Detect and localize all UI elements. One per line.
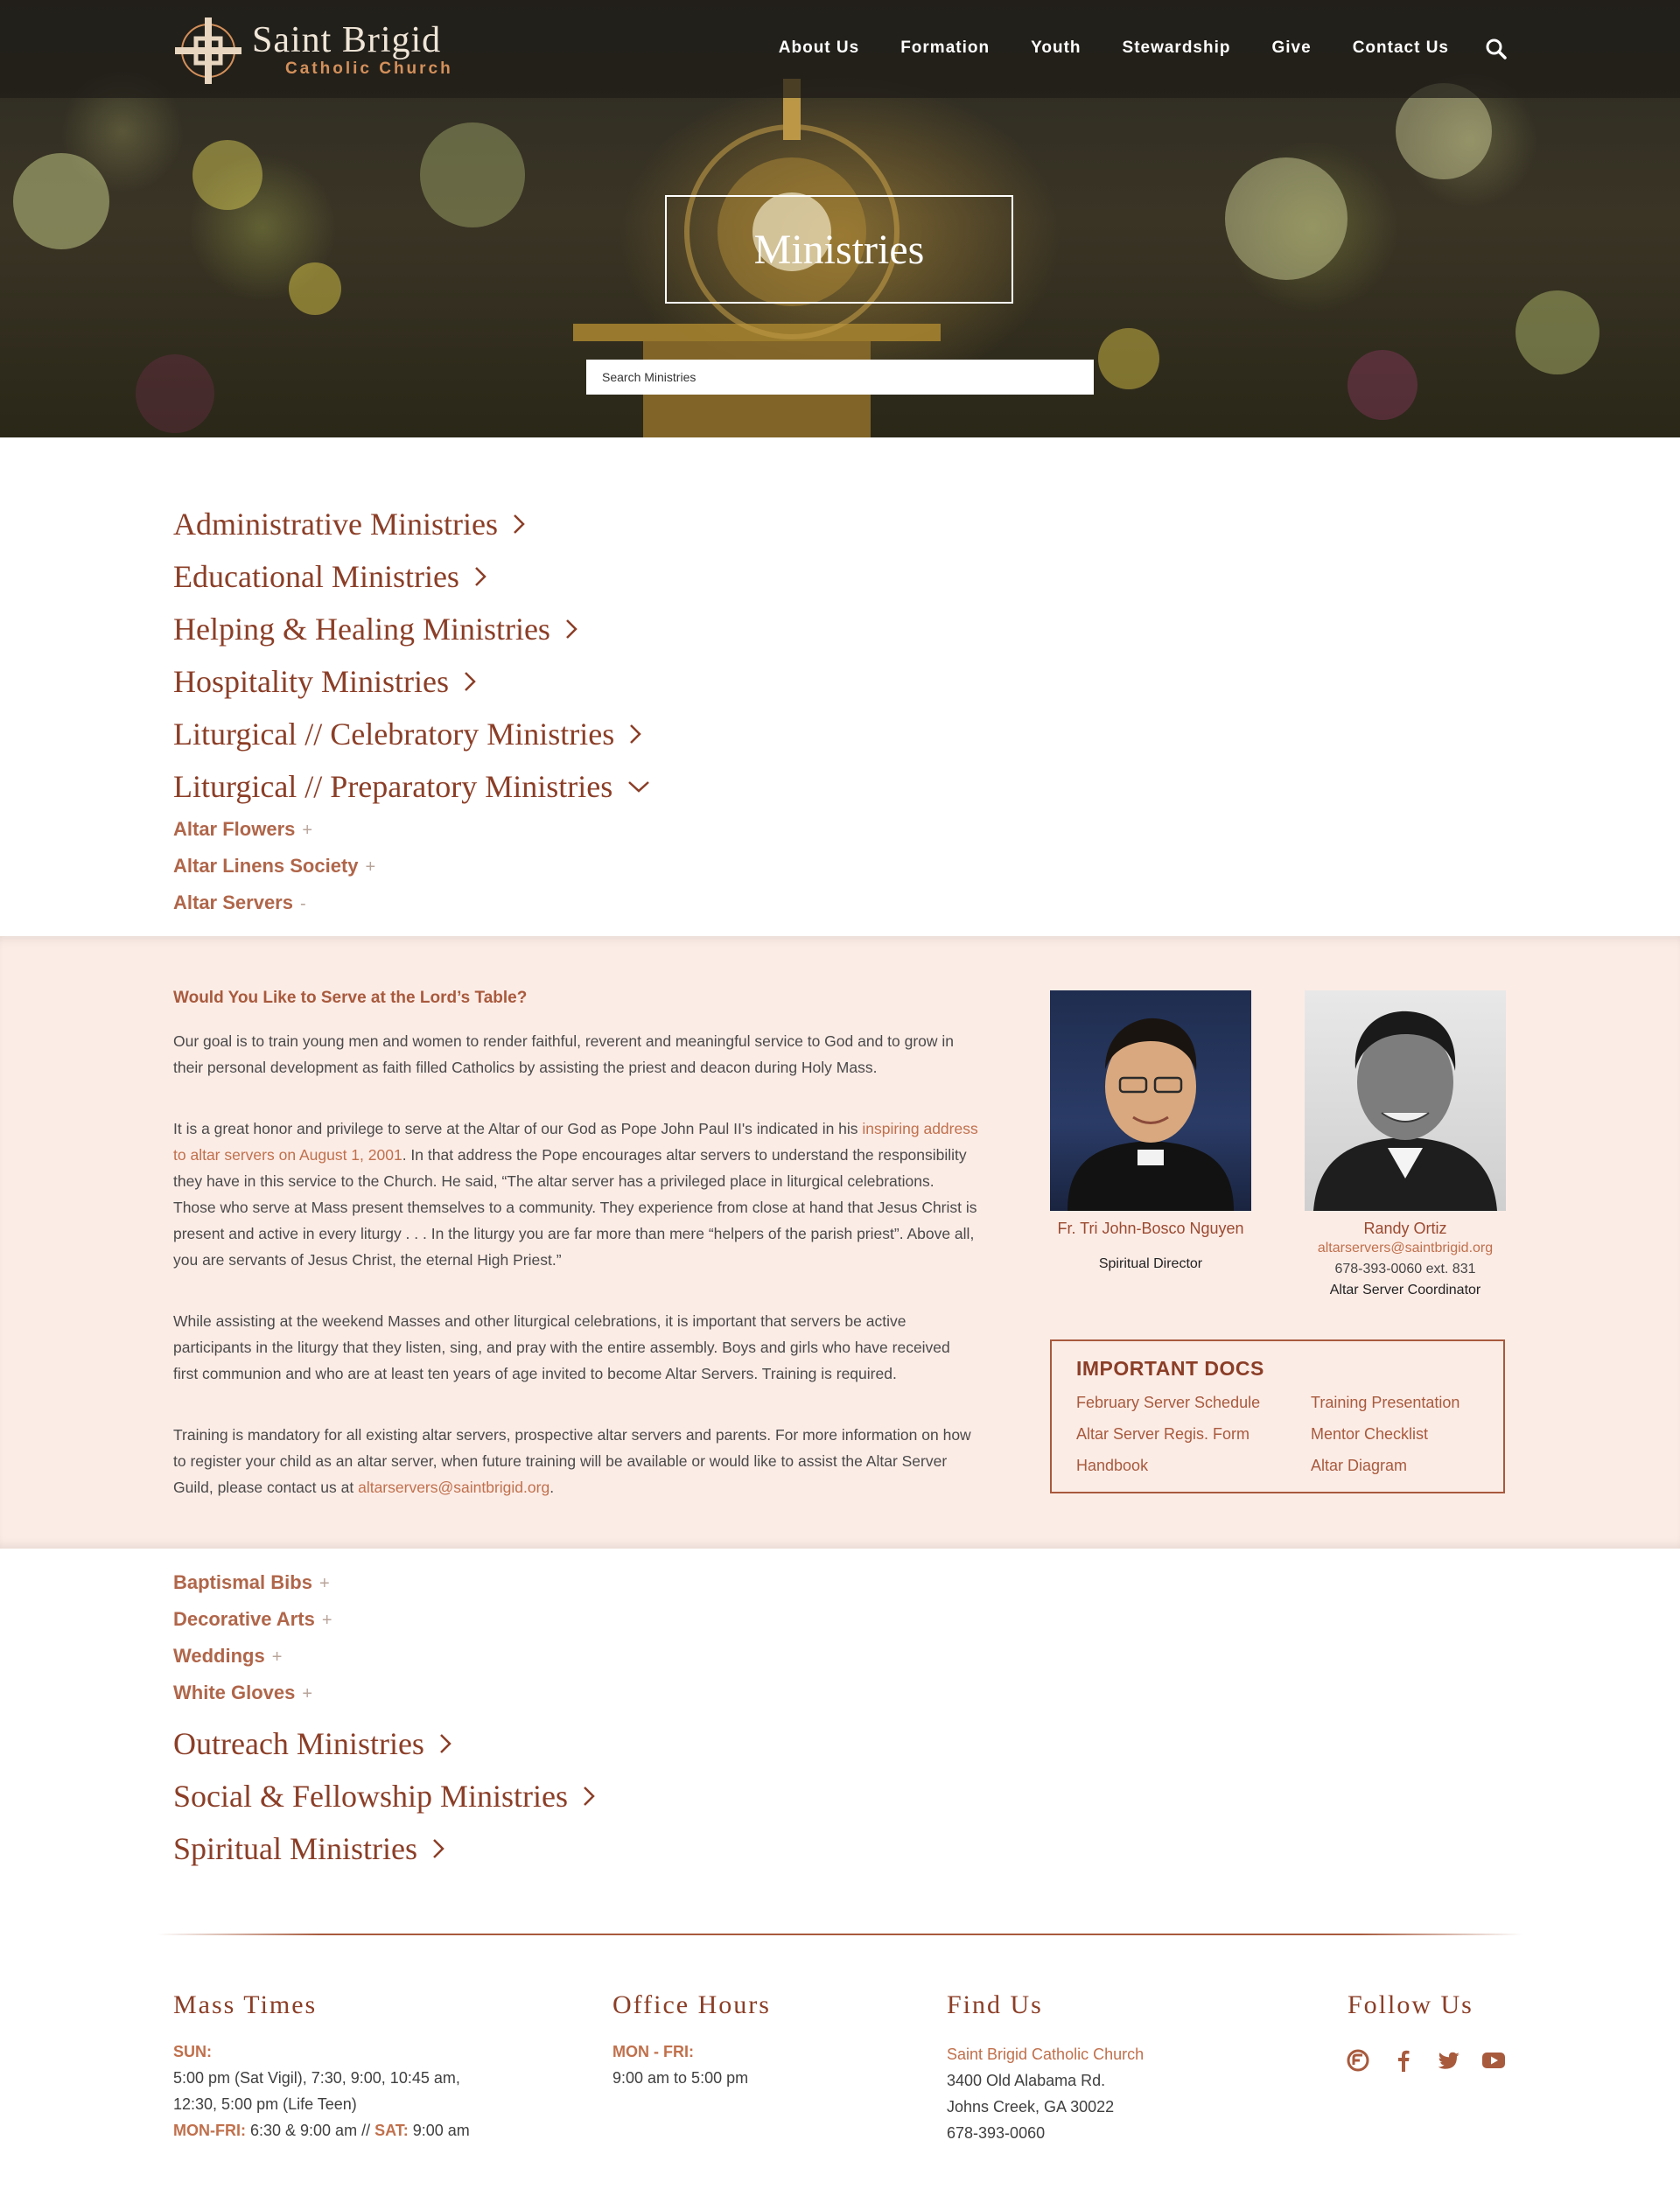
expand-icon: + [302, 1684, 313, 1703]
top-navigation-bar [0, 0, 1680, 98]
doc-link[interactable]: Handbook [1076, 1457, 1149, 1474]
doc-link[interactable]: Training Presentation [1311, 1394, 1460, 1411]
paragraph-assisting: While assisting at the weekend Masses and other liturgical celebrations, it is important that servers be active participants in the liturgy that they listen, sing, and pray with the entire assembly. Boys and girls who have received first communion and who are at least ten years of age invited to become Altar Servers. Training is required. [173, 1312, 950, 1382]
ministry-label: Decorative Arts [173, 1608, 315, 1630]
category-label: Liturgical // Preparatory Ministries [173, 769, 613, 804]
portrait-photo [1305, 990, 1506, 1211]
ministry-altar-servers[interactable] [173, 892, 306, 914]
panel-heading: Would You Like to Serve at the Lord’s Table? [173, 989, 528, 1007]
category-label: Administrative Ministries [173, 507, 498, 542]
nav-formation[interactable]: Formation [900, 38, 990, 57]
search-icon[interactable] [1485, 38, 1508, 60]
ministry-label: Altar Linens Society [173, 855, 359, 877]
nav-about-us[interactable]: About Us [778, 38, 860, 57]
footer-follow-us-title: Follow Us [1348, 1990, 1474, 2019]
brigid-cross-icon [173, 16, 243, 86]
category-helping-healing[interactable] [173, 611, 578, 647]
category-administrative[interactable] [173, 506, 526, 542]
category-liturgical-celebratory[interactable] [173, 716, 642, 752]
category-label: Hospitality Ministries [173, 664, 449, 699]
expand-icon: + [271, 1647, 283, 1667]
brand-subtitle: Catholic Church [285, 59, 453, 78]
paragraph-text: It is a great honor and privilege to serve at the Altar of our God as Pope John Paul II's indicated in his [173, 1120, 863, 1137]
ministry-altar-flowers[interactable] [173, 818, 312, 841]
mass-times-block [173, 2039, 470, 2144]
doc-link[interactable]: Mentor Checklist [1311, 1425, 1429, 1443]
email-link[interactable]: altarservers@saintbrigid.org [358, 1479, 550, 1496]
chevron-right-icon [438, 1731, 452, 1756]
paragraph-training [173, 1422, 978, 1500]
doc-link[interactable]: Altar Diagram [1311, 1457, 1408, 1474]
expand-icon: + [321, 1611, 332, 1630]
chevron-right-icon [431, 1836, 445, 1861]
expand-icon: + [318, 1574, 330, 1593]
chevron-right-icon [463, 669, 477, 694]
person-name: Fr. Tri John-Bosco Nguyen [1057, 1220, 1244, 1237]
ministry-label: Baptismal Bibs [173, 1571, 312, 1593]
footer-find-us-title: Find Us [947, 1990, 1043, 2019]
address-line-1: 3400 Old Alabama Rd. [947, 2072, 1106, 2089]
avatar-fr-tri [1050, 990, 1251, 1211]
doc-link[interactable]: Altar Server Regis. Form [1076, 1425, 1250, 1443]
address-block [947, 2041, 1144, 2146]
hero-banner [0, 0, 1680, 437]
monfri-times: 6:30 & 9:00 am // [245, 2122, 375, 2139]
footer-mass-times-title: Mass Times [173, 1990, 318, 2019]
phone-number: 678-393-0060 [947, 2124, 1046, 2142]
chevron-right-icon [582, 1784, 596, 1808]
nav-youth[interactable]: Youth [1031, 38, 1082, 57]
nav-stewardship[interactable]: Stewardship [1122, 38, 1231, 57]
important-docs-box [1050, 1339, 1505, 1493]
category-spiritual[interactable] [173, 1830, 445, 1867]
monfri-label: MON-FRI: [173, 2122, 246, 2139]
ministry-decorative-arts[interactable] [173, 1608, 332, 1631]
address-line-2: Johns Creek, GA 30022 [947, 2098, 1115, 2116]
search-ministries-input[interactable] [586, 360, 1094, 395]
category-label: Educational Ministries [173, 559, 459, 594]
chevron-right-icon [628, 722, 642, 746]
address-link[interactable]: inspiring address to altar servers on August 1, 2001 [173, 1120, 978, 1164]
main-nav [738, 38, 1449, 63]
expand-icon: + [365, 857, 376, 877]
brand-name: Saint Brigid [252, 20, 442, 60]
paragraph-text: . [550, 1479, 555, 1496]
office-days-label: MON - FRI: [612, 2043, 694, 2060]
ministry-label: Weddings [173, 1645, 265, 1667]
portrait-photo [1050, 990, 1251, 1211]
chevron-right-icon [473, 564, 487, 589]
avatar-randy-ortiz [1305, 990, 1506, 1211]
ministry-label: Altar Flowers [173, 818, 296, 840]
flocknote-icon[interactable] [1345, 2047, 1371, 2074]
nav-give[interactable]: Give [1271, 38, 1312, 57]
ministry-altar-linens-society[interactable] [173, 855, 375, 878]
person-name: Randy Ortiz [1363, 1220, 1447, 1237]
ministry-white-gloves[interactable] [173, 1682, 312, 1704]
category-label: Helping & Healing Ministries [173, 612, 550, 647]
person-role: Spiritual Director [1098, 1256, 1203, 1271]
sat-times: 9:00 am [408, 2122, 470, 2139]
category-outreach[interactable] [173, 1725, 452, 1762]
nav-contact-us[interactable]: Contact Us [1352, 38, 1449, 57]
category-label: Outreach Ministries [173, 1726, 424, 1761]
office-hours-block [612, 2039, 748, 2091]
person-email-link[interactable]: altarservers@saintbrigid.org [1317, 1241, 1494, 1255]
twitter-icon[interactable] [1436, 2047, 1462, 2074]
paragraph-text: . In that address the Pope encourages altar servers to understand the responsibility they have in this service to the Church. He said, “The altar server has a privileged place in liturgical celebrations. Those who serve at Mass present themselves to a community. They experience from close at hand that Jesus Christ is present and active in every liturgy . . . In the liturgy you are far more than mere “helpers of the parish priest”. Above all, you are servants of Jesus Christ, the eternal High Priest.” [173, 1146, 977, 1269]
paragraph-text: Training is mandatory for all existing altar servers, prospective altar servers and parents. For more information on how to register your child as an altar server, when future training will be available or would like to assist the Altar Server Guild, please contact us at [173, 1426, 971, 1496]
sun-label: SUN: [173, 2043, 212, 2060]
altar-servers-panel [0, 936, 1680, 1549]
footer-divider [158, 1934, 1522, 1935]
church-name-link[interactable]: Saint Brigid Catholic Church [947, 2046, 1144, 2063]
category-label: Social & Fellowship Ministries [173, 1779, 569, 1814]
youtube-icon[interactable] [1480, 2047, 1507, 2074]
docs-title: IMPORTANT DOCS [1076, 1357, 1264, 1380]
hero-title-box [665, 195, 1013, 304]
chevron-down-icon [626, 778, 651, 795]
category-social-fellowship[interactable] [173, 1778, 596, 1815]
ministry-label: White Gloves [173, 1682, 296, 1703]
category-educational[interactable] [173, 558, 487, 595]
category-liturgical-preparatory[interactable] [173, 768, 651, 805]
category-label: Liturgical // Celebratory Ministries [173, 717, 615, 752]
expand-icon: + [302, 821, 313, 840]
ministry-label: Altar Servers [173, 892, 293, 913]
footer-office-hours-title: Office Hours [612, 1990, 771, 2019]
facebook-icon[interactable] [1390, 2047, 1417, 2074]
doc-link[interactable]: February Server Schedule [1076, 1394, 1261, 1411]
ministry-baptismal-bibs[interactable] [173, 1571, 330, 1594]
person-phone: 678-393-0060 ext. 831 [1334, 1262, 1476, 1276]
collapse-icon: - [299, 894, 306, 913]
page-title: Ministries [753, 226, 925, 273]
sun-times-line-1: 5:00 pm (Sat Vigil), 7:30, 9:00, 10:45 am, [173, 2069, 460, 2087]
paragraph-goal: Our goal is to train young men and women to render faithful, reverent and meaningful service to God and to grow in their personal development as faith filled Catholics by assisting the priest and deacon during Holy Mass. [173, 1032, 955, 1076]
paragraph-honor [173, 1115, 978, 1273]
site-logo[interactable] [173, 16, 506, 86]
sat-label: SAT: [374, 2122, 409, 2139]
office-hours-value: 9:00 am to 5:00 pm [612, 2069, 749, 2087]
ministry-weddings[interactable] [173, 1645, 282, 1668]
category-hospitality[interactable] [173, 663, 477, 700]
chevron-right-icon [512, 512, 526, 536]
chevron-right-icon [564, 617, 578, 641]
sun-times-line-2: 12:30, 5:00 pm (Life Teen) [173, 2095, 357, 2113]
category-label: Spiritual Ministries [173, 1831, 417, 1866]
person-role: Altar Server Coordinator [1329, 1283, 1481, 1297]
